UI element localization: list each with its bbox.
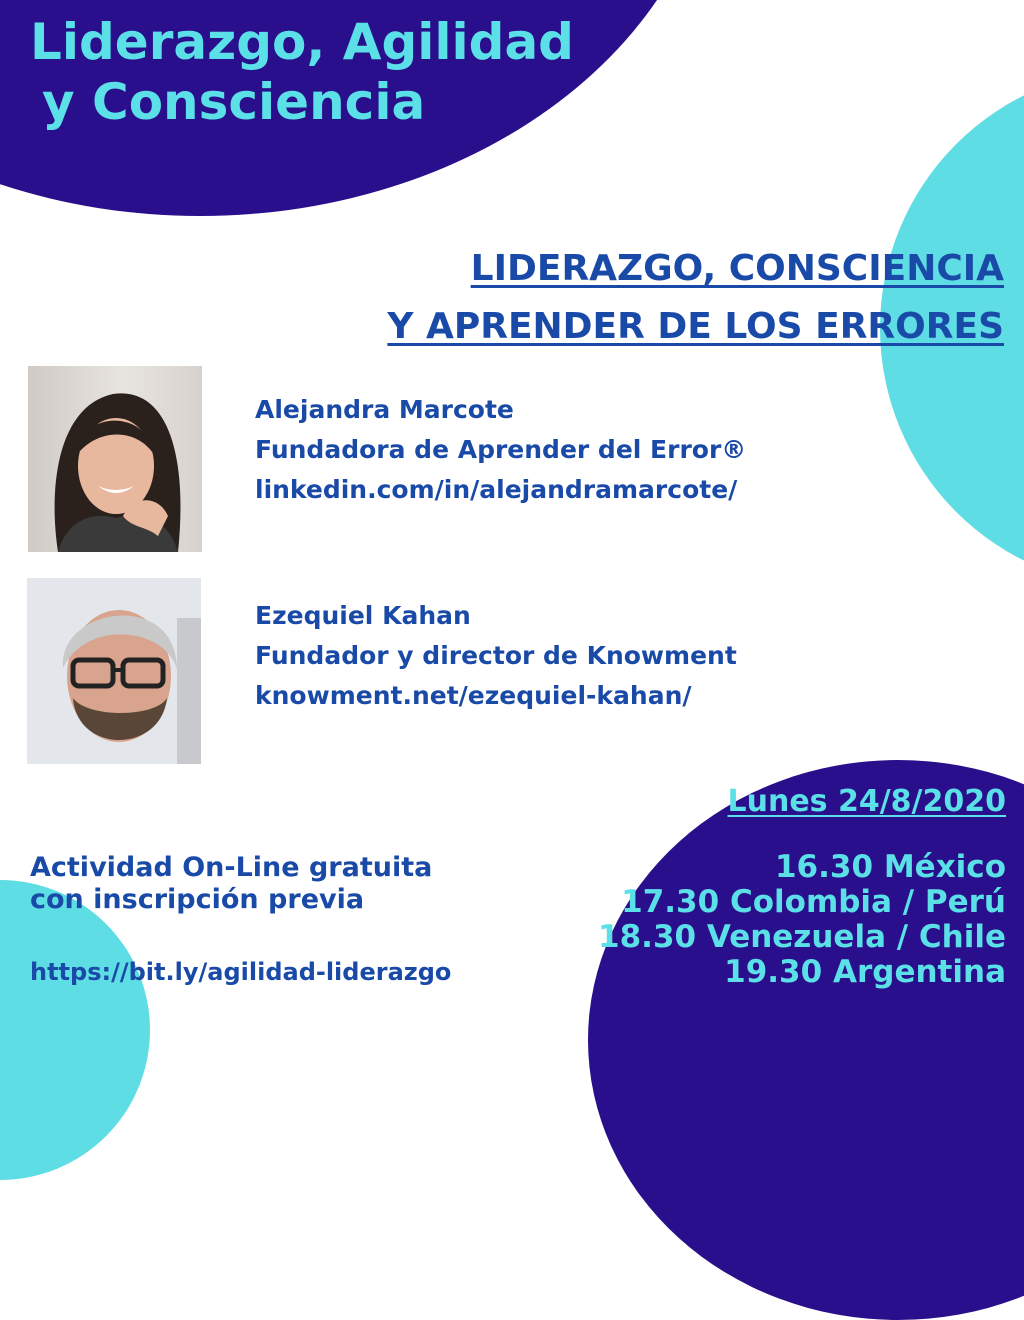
activity-line-1: Actividad On-Line gratuita xyxy=(30,852,433,883)
speaker-2-info xyxy=(255,596,737,716)
time-argentina: 19.30 Argentina xyxy=(724,954,1006,990)
session-title-line-1: LIDERAZGO, CONSCIENCIA xyxy=(470,248,1004,289)
activity-line-2: con inscripción previa xyxy=(30,884,365,915)
speaker-role: Fundadora de Aprender del Error® xyxy=(255,435,747,464)
registration-link[interactable]: https://bit.ly/agilidad-liderazgo xyxy=(30,958,452,986)
time-venezuela-chile: 18.30 Venezuela / Chile xyxy=(598,919,1006,955)
speaker-photo-ezequiel xyxy=(27,578,201,764)
title-line-1: Liderazgo, Agilidad xyxy=(30,13,574,71)
speaker-link[interactable]: knowment.net/ezequiel-kahan/ xyxy=(255,681,692,710)
bottom-right-navy-shape xyxy=(588,760,1024,1320)
session-title xyxy=(387,240,1004,356)
speaker-1-info xyxy=(255,390,746,510)
event-times xyxy=(598,850,1006,990)
speaker-portrait-man xyxy=(27,578,201,764)
speaker-photo-alejandra xyxy=(28,366,202,552)
event-date: Lunes 24/8/2020 xyxy=(727,784,1006,819)
title-line-2: y Consciencia xyxy=(42,73,426,131)
speaker-name: Alejandra Marcote xyxy=(255,395,514,424)
bottom-left-cyan-shape xyxy=(0,880,150,1180)
session-title-line-2: Y APRENDER DE LOS ERRORES xyxy=(387,306,1004,347)
time-mexico: 16.30 México xyxy=(774,849,1006,885)
speaker-link[interactable]: linkedin.com/in/alejandramarcote/ xyxy=(255,475,738,504)
page-title xyxy=(30,12,574,132)
speaker-portrait-woman xyxy=(28,366,202,552)
activity-info xyxy=(30,852,432,916)
time-colombia-peru: 17.30 Colombia / Perú xyxy=(621,884,1006,920)
speaker-name: Ezequiel Kahan xyxy=(255,601,471,630)
speaker-role: Fundador y director de Knowment xyxy=(255,641,737,670)
